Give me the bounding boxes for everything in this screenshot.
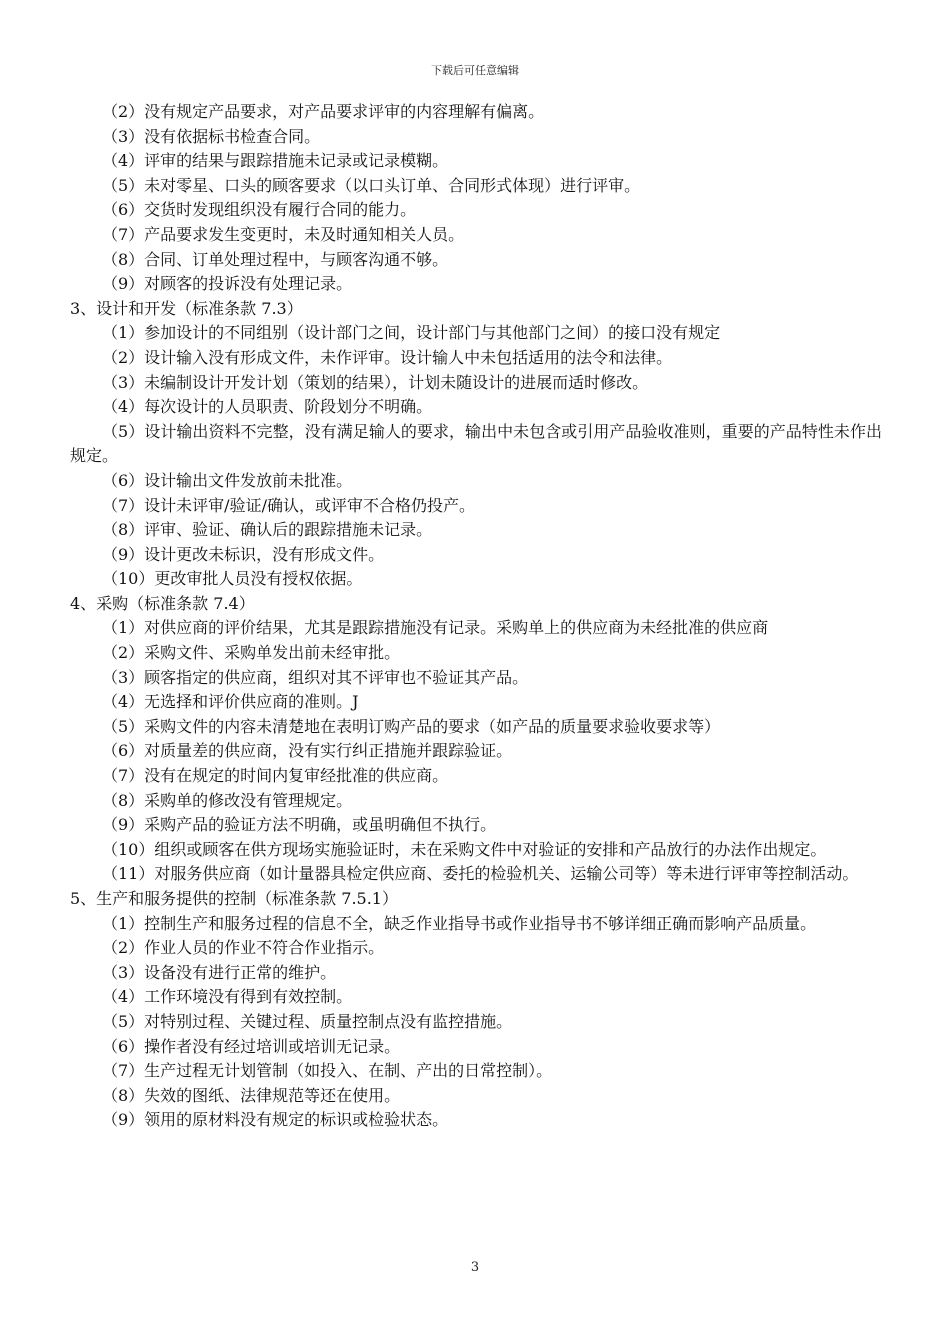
list-item: （1）对供应商的评价结果，尤其是跟踪措施没有记录。采购单上的供应商为未经批准的供应商 <box>102 618 769 638</box>
list-item: （2）作业人员的作业不符合作业指示。 <box>102 938 385 958</box>
list-item: （8）评审、验证、确认后的跟踪措施未记录。 <box>102 520 433 540</box>
list-item: （2）设计输入没有形成文件，未作评审。设计输人中未包括适用的法令和法律。 <box>102 347 673 367</box>
list-item: （3）未编制设计开发计划（策划的结果），计划未随设计的进展而适时修改。 <box>102 372 649 392</box>
section-heading: 5、生产和服务提供的控制（标准条款 7.5.1） <box>70 889 398 908</box>
list-item: （5）采购文件的内容未清楚地在表明订购产品的要求（如产品的质量要求验收要求等） <box>102 716 721 736</box>
list-item: （7）设计未评审/验证/确认，或评审不合格仍投产。 <box>102 495 475 515</box>
section-heading: 3、设计和开发（标准条款 7.3） <box>70 298 303 318</box>
page-number: 3 <box>470 1260 480 1275</box>
list-item: （4）每次设计的人员职责、阶段划分不明确。 <box>102 397 433 417</box>
list-item: （6）对质量差的供应商，没有实行纠正措施并跟踪验证。 <box>102 741 513 761</box>
list-item: （9）设计更改未标识，没有形成文件。 <box>102 544 385 564</box>
document-body <box>70 100 882 1133</box>
list-item: （8）失效的图纸、法律规范等还在使用。 <box>102 1085 401 1105</box>
list-item: （10）更改审批人员没有授权依据。 <box>102 569 363 589</box>
list-item: （11）对服务供应商（如计量器具检定供应商、委托的检验机关、运输公司等）等未进行评审等控制活动。 <box>102 864 859 884</box>
list-item: （5）设计输出资料不完整，没有满足输人的要求，输出中未包含或引用产品验收准则，重要的产品特性未作出规定。 <box>70 421 882 466</box>
list-item: （8）采购单的修改没有管理规定。 <box>102 790 353 810</box>
list-item: （4）评审的结果与跟踪措施未记录或记录模糊。 <box>102 151 449 171</box>
list-item: （3）没有依据标书检查合同。 <box>102 126 321 146</box>
list-item: （6）交货时发现组织没有履行合同的能力。 <box>102 200 417 220</box>
list-item: （7）生产过程无计划管制（如投入、在制、产出的日常控制）。 <box>102 1061 553 1081</box>
list-item: （3）设备没有进行正常的维护。 <box>102 962 337 982</box>
list-item: （1）参加设计的不同组别（设计部门之间，设计部门与其他部门之间）的接口没有规定 <box>102 323 721 343</box>
list-item: （2）没有规定产品要求，对产品要求评审的内容理解有偏离。 <box>102 102 545 121</box>
page-header: 下载后可任意编辑 <box>431 64 519 77</box>
list-item: （3）顾客指定的供应商，组织对其不评审也不验证其产品。 <box>102 667 529 687</box>
list-item: （6）操作者没有经过培训或培训无记录。 <box>102 1036 401 1056</box>
list-item: （8）合同、订单处理过程中，与顾客沟通不够。 <box>102 249 449 269</box>
list-item: （2）采购文件、采购单发出前未经审批。 <box>102 643 401 663</box>
list-item: （7）产品要求发生变更时，未及时通知相关人员。 <box>102 224 465 244</box>
list-item: （5）对特别过程、关键过程、质量控制点没有监控措施。 <box>102 1011 513 1031</box>
list-item: （4）无选择和评价供应商的准则。J <box>102 692 359 712</box>
list-item: （7）没有在规定的时间内复审经批准的供应商。 <box>102 766 449 786</box>
list-item: （9）对顾客的投诉没有处理记录。 <box>102 274 353 294</box>
list-item: （1）控制生产和服务过程的信息不全，缺乏作业指导书或作业指导书不够详细正确而影响产品质量。 <box>102 913 817 933</box>
section-heading: 4、采购（标准条款 7.4） <box>70 593 255 613</box>
list-item: （10）组织或顾客在供方现场实施验证时，未在采购文件中对验证的安排和产品放行的办法作出规定。 <box>102 839 827 859</box>
list-item: （9）领用的原材料没有规定的标识或检验状态。 <box>102 1110 449 1130</box>
list-item: （4）工作环境没有得到有效控制。 <box>102 987 353 1007</box>
list-item: （6）设计输出文件发放前未批准。 <box>102 470 353 490</box>
list-item: （5）未对零星、口头的顾客要求（以口头订单、合同形式体现）进行评审。 <box>102 175 641 195</box>
list-item: （9）采购产品的验证方法不明确，或虽明确但不执行。 <box>102 815 497 835</box>
